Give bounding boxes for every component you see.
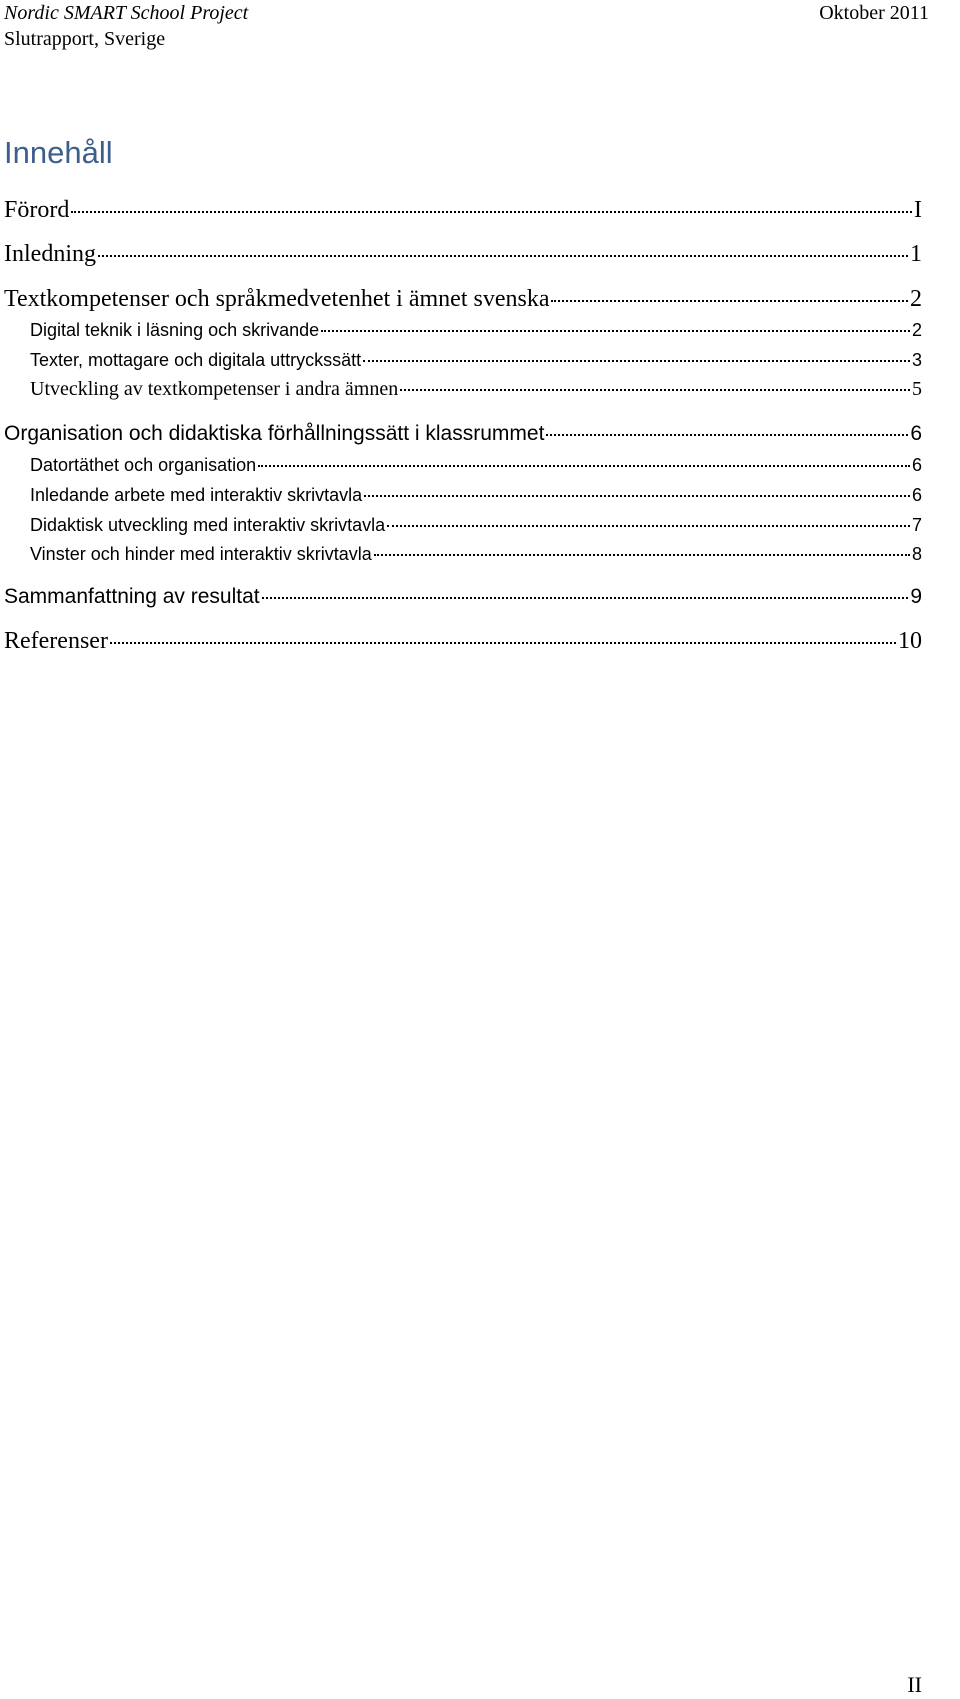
toc-entry-label: Sammanfattning av resultat bbox=[4, 585, 260, 608]
toc-entry-page: 7 bbox=[911, 515, 922, 535]
dot-leader bbox=[262, 597, 909, 599]
toc-entry-label: Texter, mottagare och digitala uttryckssätt bbox=[30, 350, 362, 370]
toc-entry-referenser[interactable] bbox=[4, 626, 922, 656]
toc-entry-page: 5 bbox=[912, 378, 922, 400]
toc-entry-texter-mottagare[interactable] bbox=[30, 347, 922, 373]
dot-leader bbox=[71, 211, 912, 213]
toc-entry-label: Didaktisk utveckling med interaktiv skrivtavla bbox=[30, 515, 386, 535]
toc-entry-label: Vinster och hinder med interaktiv skrivtavla bbox=[30, 544, 372, 564]
toc-heading: Innehåll bbox=[4, 135, 113, 170]
dot-leader bbox=[110, 642, 896, 644]
toc-entry-page: I bbox=[914, 197, 922, 223]
toc-entry-label: Textkompetenser och språkmedvetenhet i ämnet svenska bbox=[4, 286, 550, 312]
toc-entry-didaktisk-utveckling[interactable] bbox=[30, 512, 922, 538]
toc-entry-textkompetenser[interactable] bbox=[4, 284, 922, 314]
toc-entry-utveckling-textkompetenser[interactable] bbox=[30, 376, 922, 402]
toc-entry-page: 6 bbox=[911, 455, 922, 475]
footer-page-number: II bbox=[907, 1672, 922, 1697]
toc-entry-label: Datortäthet och organisation bbox=[30, 455, 257, 475]
toc-entry-organisation[interactable] bbox=[4, 420, 922, 448]
toc-entry-page: 2 bbox=[911, 320, 922, 340]
toc-entry-page: 1 bbox=[910, 241, 922, 267]
toc-entry-page: 10 bbox=[898, 628, 922, 654]
header-date: Oktober 2011 bbox=[819, 2, 929, 24]
toc-entry-label: Digital teknik i läsning och skrivande bbox=[30, 320, 320, 340]
dot-leader bbox=[258, 465, 910, 467]
dot-leader bbox=[387, 525, 910, 527]
toc-entry-forord[interactable] bbox=[4, 195, 922, 225]
dot-leader bbox=[364, 495, 910, 497]
toc-entry-sammanfattning[interactable] bbox=[4, 583, 922, 611]
dot-leader bbox=[400, 389, 910, 391]
dot-leader bbox=[374, 554, 910, 556]
toc-entry-page: 8 bbox=[911, 544, 922, 564]
dot-leader bbox=[551, 300, 908, 302]
toc-entry-page: 6 bbox=[910, 422, 922, 445]
dot-leader bbox=[546, 434, 908, 436]
toc-entry-label: Inledande arbete med interaktiv skrivtavla bbox=[30, 485, 363, 505]
page-header bbox=[0, 0, 960, 60]
toc-entry-page: 3 bbox=[911, 350, 922, 370]
toc-entry-datortathet[interactable] bbox=[30, 452, 922, 478]
toc-entry-page: 6 bbox=[911, 485, 922, 505]
header-subtitle: Slutrapport, Sverige bbox=[4, 28, 166, 50]
toc-entry-label: Förord bbox=[4, 197, 70, 223]
toc-entry-label: Referenser bbox=[4, 628, 108, 654]
dot-leader bbox=[98, 255, 908, 257]
toc-entry-label: Utveckling av textkompetenser i andra ämnen bbox=[30, 378, 399, 400]
dot-leader bbox=[363, 360, 910, 362]
toc-entry-vinster-hinder[interactable] bbox=[30, 541, 922, 567]
toc-entry-inledande-arbete[interactable] bbox=[30, 482, 922, 508]
toc-entry-page: 9 bbox=[910, 585, 922, 608]
toc-entry-digital-teknik[interactable] bbox=[30, 317, 922, 343]
toc-entry-inledning[interactable] bbox=[4, 239, 922, 269]
toc-entry-label: Organisation och didaktiska förhållningssätt i klassrummet bbox=[4, 422, 545, 445]
header-project-title: Nordic SMART School Project bbox=[4, 2, 249, 24]
toc-entry-page: 2 bbox=[910, 286, 922, 312]
toc-entry-label: Inledning bbox=[4, 241, 96, 267]
dot-leader bbox=[321, 330, 910, 332]
